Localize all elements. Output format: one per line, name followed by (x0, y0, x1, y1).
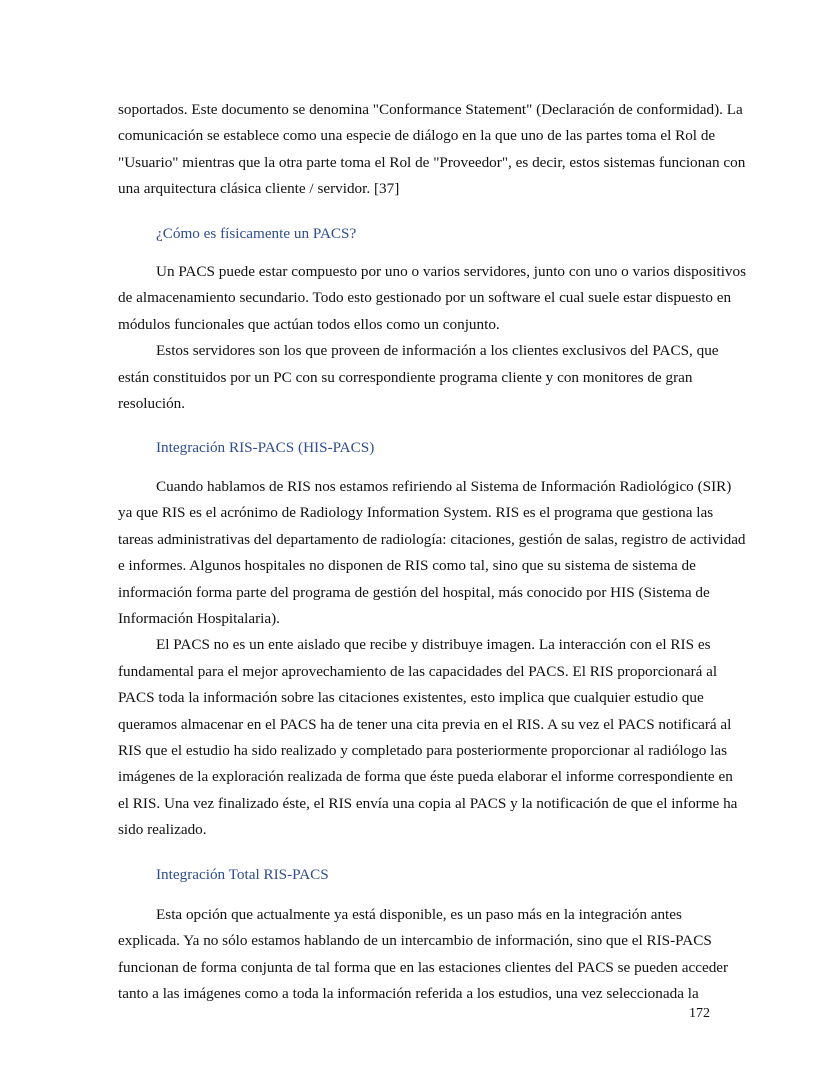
paragraph: Estos servidores son los que proveen de información a los clientes exclusivos del PACS, que están constituidos por un PC con su correspondiente programa cliente y con monitores de gran resolución. (118, 342, 719, 413)
intro-paragraph: soportados. Este documento se denomina "Conformance Statement" (Declaración de conformidad). La comunicación se establece como una especie de diálogo en la que uno de las partes toma el Rol de "Usuario" mientras que la otra parte toma el Rol de "Proveedor", es decir, estos sistemas funcionan con una arquitectura clásica cliente / servidor. [37] (118, 101, 746, 198)
paragraph: Cuando hablamos de RIS nos estamos refiriendo al Sistema de Información Radiológico (SIR) ya que RIS es el acrónimo de Radiology Information System. RIS es el programa que gestiona las tareas administrativas del departamento de radiología: citaciones, gestión de salas, registro de actividad e informes. Algunos hospitales no disponen de RIS como tal, sino que su sistema de sistema de información forma parte del programa de gestión del hospital, más conocido por HIS (Sistema de Información Hospitalaria). (118, 477, 746, 627)
section-heading-ris-pacs-integration: Integración RIS-PACS (HIS-PACS) (156, 439, 375, 457)
paragraph: Un PACS puede estar compuesto por uno o varios servidores, junto con uno o varios dispositivos de almacenamiento secundario. Todo esto gestionado por un software el cual suele estar dispuesto en módulos funcionales que actúan todos ellos como un conjunto. (118, 263, 747, 333)
paragraph: El PACS no es un ente aislado que recibe y distribuye imagen. La interacción con el RIS es fundamental para el mejor aprovechamiento de las capacidades del PACS. El RIS proporcionará al PACS toda la información sobre las citaciones existentes, esto implica que cualquier estudio que queramos almacenar en el PACS ha de tener una cita previa en el RIS. A su vez el PACS notificará al RIS que el estudio ha sido realizado y completado para posteriormente proporcionar al radiólogo las imágenes de la exploración realizada de forma que éste pueda elaborar el informe correspondiente en el RIS. Una vez finalizado éste, el RIS envía una copia al PACS y la notificación de que el informe ha sido realizado. (118, 636, 738, 839)
section-heading-total-integration: Integración Total RIS-PACS (156, 865, 329, 883)
page-number: 172 (689, 1006, 710, 1021)
paragraph: Esta opción que actualmente ya está disponible, es un paso más en la integración antes explicada. Ya no sólo estamos hablando de un intercambio de información, sino que el RIS-PACS funcionan de forma conjunta de tal forma que en las estaciones clientes del PACS se pueden acceder tanto a las imágenes como a toda la información referida a los estudios, una vez seleccionada la (118, 905, 729, 1003)
section-heading-pacs-physical: ¿Cómo es físicamente un PACS? (156, 224, 357, 242)
document-page (118, 97, 746, 1008)
